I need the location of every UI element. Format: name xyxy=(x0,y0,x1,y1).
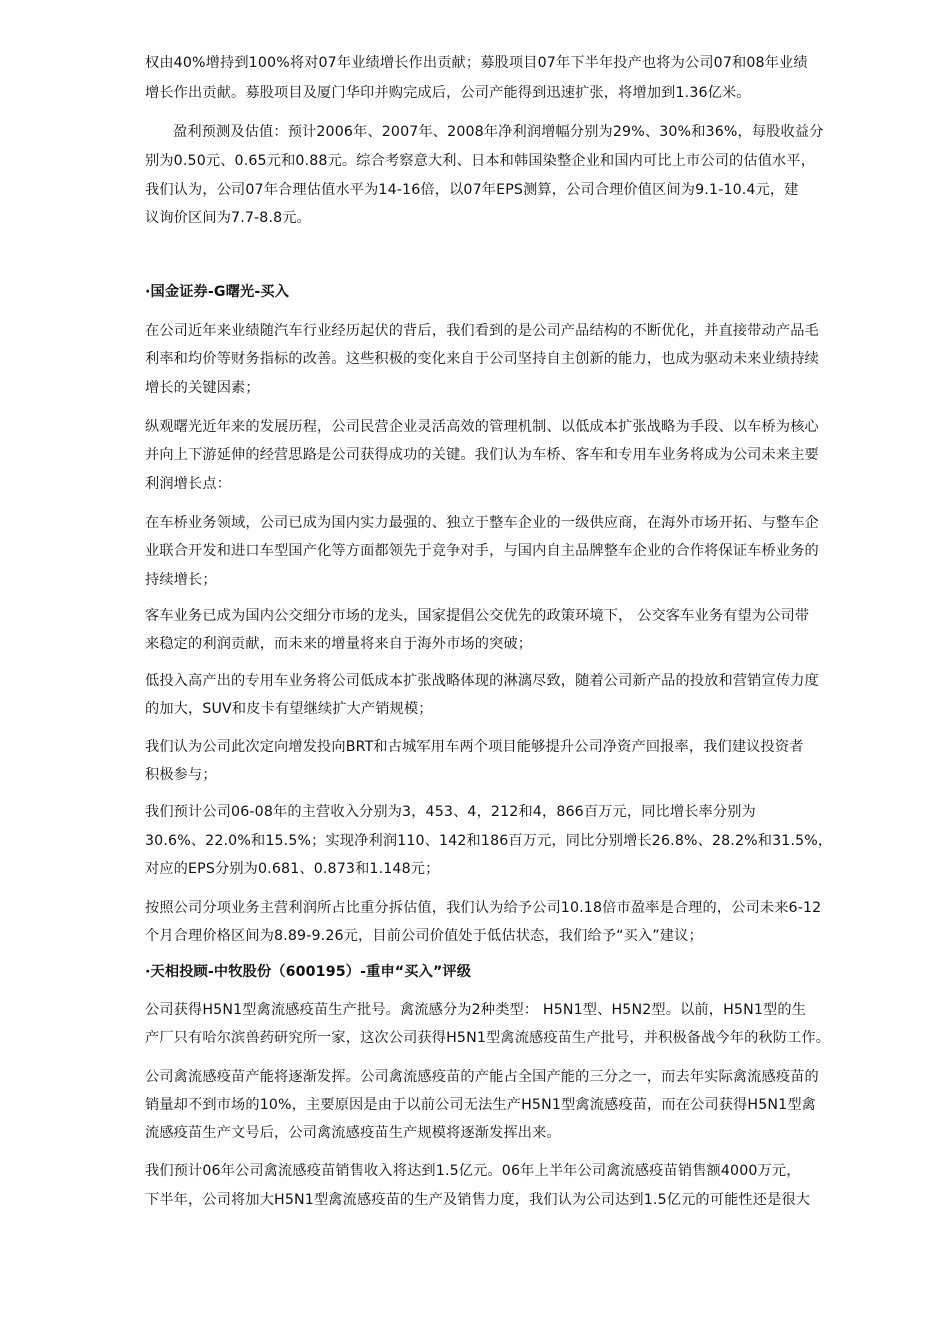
text-line: 盈利预测及估值：预计2006年、2007年、2008年净利润增幅分别为29%、30%和36%，每股收益分 xyxy=(173,124,824,140)
text-line: 利润增长点： xyxy=(145,476,232,492)
text-line: 公司禽流感疫苗产能将逐渐发挥。公司禽流感疫苗的产能占全国产能的三分之一，而去年实际禽流感疫苗的 xyxy=(145,1069,819,1085)
text-line: 个月合理价格区间为8.89-9.26元，目前公司价值处于低估状态，我们给予“买入”建议； xyxy=(145,928,703,944)
section-heading: ·国金证券-G曙光-买入 xyxy=(145,284,290,300)
text-line: 来稳定的利润贡献，而未来的增量将来自于海外市场的突破； xyxy=(145,636,533,652)
text-line: 别为0.50元、0.65元和0.88元。综合考察意大利、日本和韩国染整企业和国内可比上市公司的估值水平， xyxy=(145,153,816,169)
text-line: 我们预计公司06-08年的主营收入分别为3，453、4，212和4，866百万元，同比增长率分别为 xyxy=(145,804,756,820)
text-line: 业联合开发和进口车型国产化等方面都领先于竞争对手，与国内自主品牌整车企业的合作将保证车桥业务的 xyxy=(145,543,819,559)
text-line: 我们预计06年公司禽流感疫苗销售收入将达到1.5亿元。06年上半年公司禽流感疫苗销售额4000万元， xyxy=(145,1163,801,1179)
text-line: 权由40%增持到100%将对07年业绩增长作出贡献；募股项目07年下半年投产也将为公司07和08年业绩 xyxy=(145,55,808,71)
text-line: 30.6%、22.0%和15.5%；实现净利润110、142和186百万元，同比分别增长26.8%、28.2%和31.5%， xyxy=(145,833,833,849)
text-line: 销量却不到市场的10%，主要原因是由于以前公司无法生产H5N1型禽流感疫苗，而在公司获得H5N1型禽 xyxy=(145,1097,817,1113)
text-line: 下半年，公司将加大H5N1型禽流感疫苗的生产及销售力度，我们认为公司达到1.5亿元的可能性还是很大 xyxy=(145,1192,811,1208)
text-line: 并向上下游延伸的经营思路是公司获得成功的关键。我们认为车桥、客车和专用车业务将成为公司未来主要 xyxy=(145,447,819,463)
text-line: 公司获得H5N1型禽流感疫苗生产批号。禽流感分为2种类型： H5N1型、H5N2型。以前，H5N1型的生 xyxy=(145,1002,807,1018)
text-line: 对应的EPS分别为0.681、0.873和1.148元； xyxy=(145,861,440,877)
text-line: 流感疫苗生产文号后，公司禽流感疫苗生产规模将逐渐发挥出来。 xyxy=(145,1125,561,1141)
text-line: 增长作出贡献。募股项目及厦门华印并购完成后，公司产能得到迅速扩张，将增加到1.36亿米。 xyxy=(145,85,751,101)
section-heading: ·天相投顾-中牧股份（600195）-重申“买入”评级 xyxy=(145,964,472,980)
text-line: 按照公司分项业务主营利润所占比重分拆估值，我们认为给予公司10.18倍市盈率是合理的，公司未来6-12 xyxy=(145,900,822,916)
text-line: 我们认为，公司07年合理估值水平为14-16倍，以07年EPS测算，公司合理价值区间为9.1-10.4元，建 xyxy=(145,182,799,198)
text-line: 的加大，SUV和皮卡有望继续扩大产销规模； xyxy=(145,701,433,717)
text-line: 利率和均价等财务指标的改善。这些积极的变化来自于公司坚持自主创新的能力，也成为驱动未来业绩持续 xyxy=(145,351,819,367)
text-line: 产厂只有哈尔滨兽药研究所一家，这次公司获得H5N1型禽流感疫苗生产批号，并积极备战今年的秋防工作。 xyxy=(145,1030,831,1046)
text-line: 在车桥业务领域，公司已成为国内实力最强的、独立于整车企业的一级供应商，在海外市场开拓、与整车企 xyxy=(145,515,819,531)
text-line: 我们认为公司此次定向增发投向BRT和古城军用车两个项目能够提升公司净资产回报率，我们建议投资者 xyxy=(145,739,804,755)
text-line: 纵观曙光近年来的发展历程，公司民营企业灵活高效的管理机制、以低成本扩张战略为手段、以车桥为核心 xyxy=(145,419,819,435)
text-line: 低投入高产出的专用车业务将公司低成本扩张战略体现的淋漓尽致，随着公司新产品的投放和营销宣传力度 xyxy=(145,673,819,689)
text-line: 增长的关键因素； xyxy=(145,380,260,396)
text-line: 积极参与； xyxy=(145,767,217,783)
text-line: 持续增长； xyxy=(145,572,217,588)
text-line: 客车业务已成为国内公交细分市场的龙头，国家提倡公交优先的政策环境下， 公交客车业务有望为公司带 xyxy=(145,608,810,624)
text-line: 在公司近年来业绩随汽车行业经历起伏的背后，我们看到的是公司产品结构的不断优化，并直接带动产品毛 xyxy=(145,323,819,339)
text-line: 议询价区间为7.7-8.8元。 xyxy=(145,210,311,226)
